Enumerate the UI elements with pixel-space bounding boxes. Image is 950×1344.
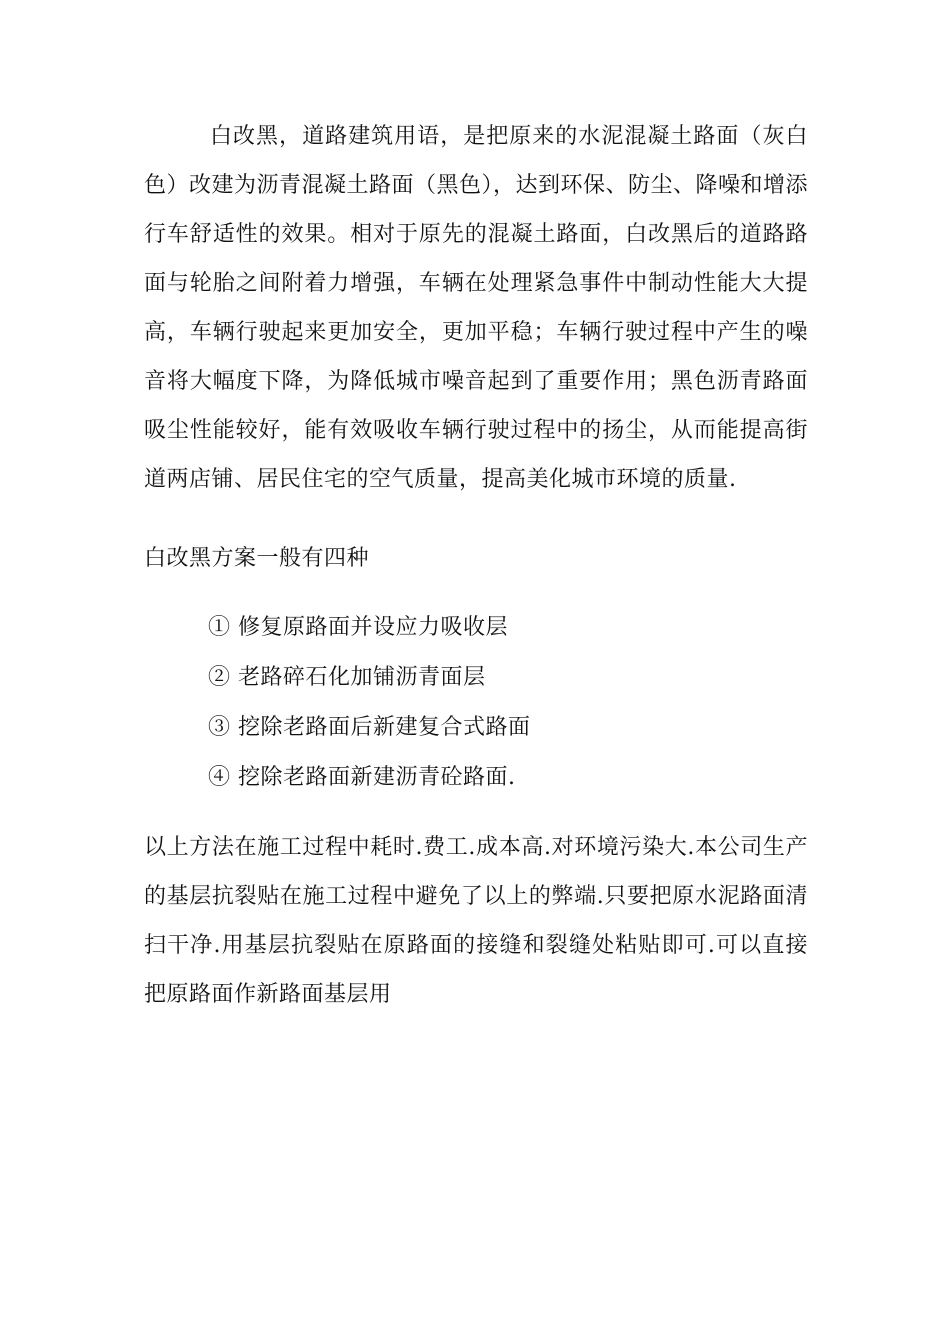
plan-item: ③ 挖除老路面后新建复合式路面 (208, 715, 531, 740)
plan-item: ④ 挖除老路面新建沥青砼路面. (208, 765, 516, 790)
plans-heading: 白改黑方案一般有四种 (144, 546, 370, 571)
document-body (144, 112, 808, 1019)
closing-paragraph: 以上方法在施工过程中耗时.费工.成本高.对环境污染大.本公司生产的基层抗裂贴在施工过程中避免了以上的弊端.只要把原水泥路面清扫干净.用基层抗裂贴在原路面的接缝和裂缝处粘贴即可.可以直接把原路面作新路面基层用 (144, 835, 808, 1007)
plans-list (144, 603, 808, 803)
intro-paragraph: 白改黑，道路建筑用语，是把原来的水泥混凝土路面（灰白色）改建为沥青混凝土路面（黑色），达到环保、防尘、降噪和增添行车舒适性的效果。相对于原先的混凝土路面，白改黑后的道路路面与轮胎之间附着力增强，车辆在处理紧急事件中制动性能大大提高，车辆行驶起来更加安全，更加平稳；车辆行驶过程中产生的噪音将大幅度下降，为降低城市噪音起到了重要作用；黑色沥青路面吸尘性能较好，能有效吸收车辆行驶过程中的扬尘，从而能提高街道两店铺、居民住宅的空气质量，提高美化城市环境的质量. (144, 124, 809, 492)
plan-item: ① 修复原路面并设应力吸收层 (208, 615, 508, 640)
plan-item: ② 老路碎石化加铺沥青面层 (208, 665, 486, 690)
